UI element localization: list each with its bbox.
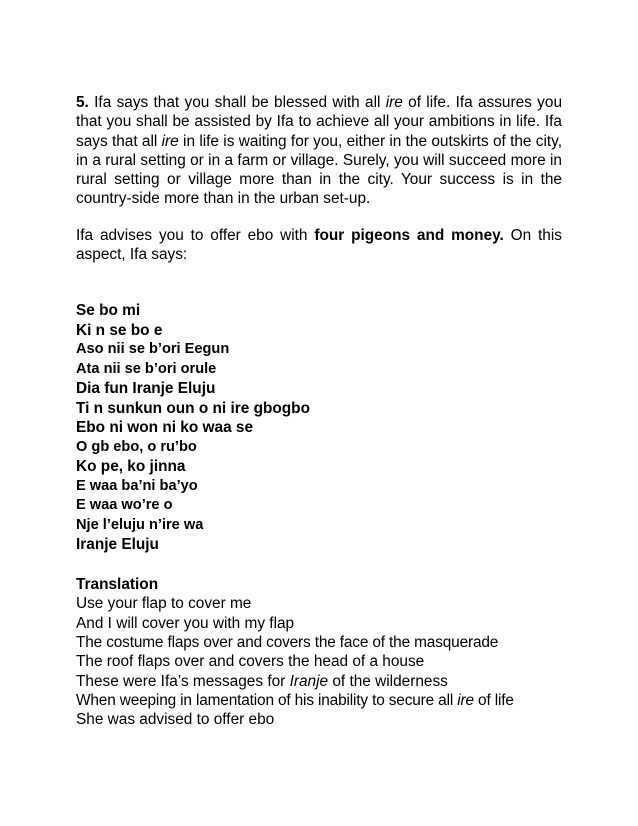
verse-line: Se bo mi <box>76 302 141 320</box>
verse-line: E waa wo’re o <box>76 497 173 514</box>
verse-line: Iranje Eluju <box>76 536 159 554</box>
paragraph-advice: Ifa advises you to offer ebo with four pigeons and money. On this aspect, Ifa says: <box>76 226 562 264</box>
verse-line: Nje l’eluju n’ire wa <box>76 516 204 533</box>
verse-line: Ata nii se b’ori orule <box>76 360 217 377</box>
translation-line: These were Ifa’s messages for Iranje of the wilderness <box>76 672 448 690</box>
ifa-verse <box>76 301 562 555</box>
translation-line: And I will cover you with my flap <box>76 614 295 632</box>
verse-line: Ti n sunkun oun o ni ire gbogbo <box>76 399 310 417</box>
verse-line: Ki n se bo e <box>76 321 163 339</box>
verse-line: E waa ba’ni ba’yo <box>76 477 198 494</box>
document-page <box>76 93 562 729</box>
translation-line: The costume flaps over and covers the face of the masquerade <box>76 633 499 651</box>
paragraph-number: 5. <box>76 94 89 111</box>
verse-line: O gb ebo, o ru’bo <box>76 438 197 455</box>
paragraph-blessing: 5. Ifa says that you shall be blessed with all ire of life. Ifa assures you that you shall be assisted by Ifa to achieve all your ambitions in life. Ifa says that all ire in life is waiting for you, either in the outskirts of the city, in a rural setting or in a farm or village. Surely, you will succeed more in rural setting or village more than in the city. Your success is in the country-side more than in the urban set-up. <box>76 94 562 208</box>
verse-line: Dia fun Iranje Eluju <box>76 380 216 398</box>
verse-line: Ebo ni won ni ko waa se <box>76 419 254 437</box>
translation-text <box>76 594 562 729</box>
verse-line: Ko pe, ko jinna <box>76 458 186 476</box>
offering-items: four pigeons and money. <box>314 226 504 244</box>
translation-heading: Translation <box>76 575 159 593</box>
translation-line: Use your flap to cover me <box>76 595 252 613</box>
translation-line: The roof flaps over and covers the head of a house <box>76 653 425 671</box>
translation-line: She was advised to offer ebo <box>76 711 275 729</box>
verse-line: Aso nii se b’ori Eegun <box>76 341 230 358</box>
translation-line: When weeping in lamentation of his inability to secure all ire of life <box>76 691 514 709</box>
